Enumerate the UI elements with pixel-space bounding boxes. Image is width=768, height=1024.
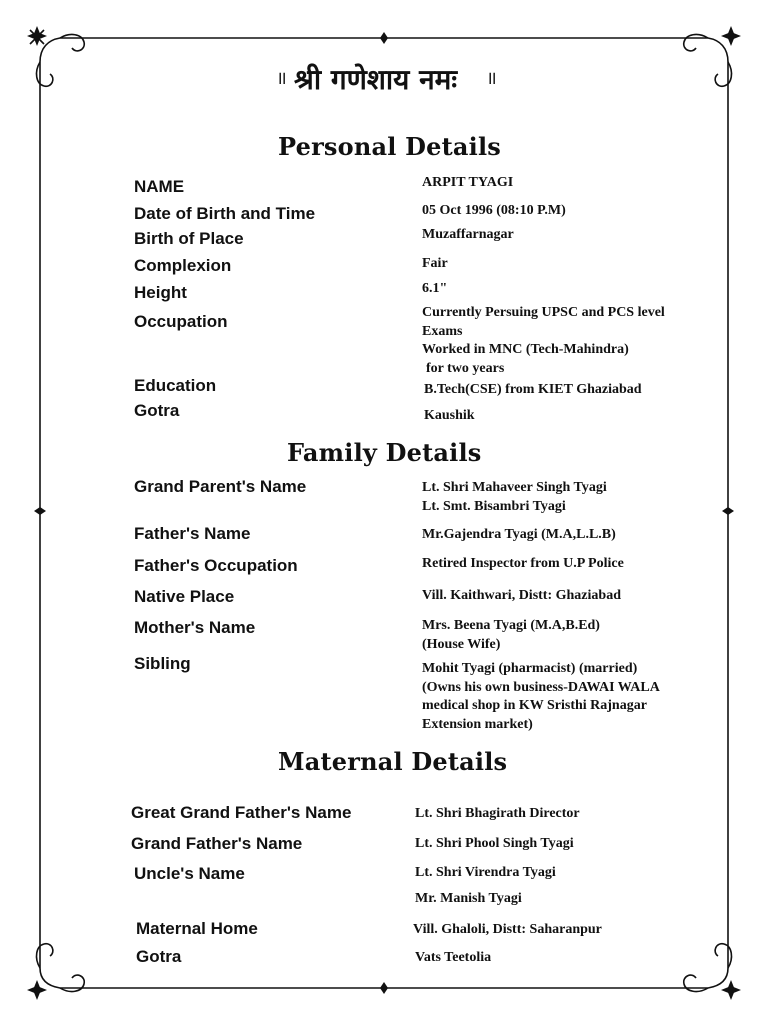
value-native-place: Vill. Kaithwari, Distt: Ghaziabad	[422, 588, 621, 603]
label-grand-father: Grand Father's Name	[131, 834, 303, 853]
value-education: B.Tech(CSE) from KIET Ghaziabad	[424, 382, 642, 397]
label-sibling: Sibling	[134, 654, 191, 673]
value-gotra: Kaushik	[424, 408, 475, 423]
label-dob: Date of Birth and Time	[134, 204, 316, 223]
label-native-place: Native Place	[134, 587, 235, 606]
invocation-right-mark: ॥	[486, 68, 497, 89]
label-father-name: Father's Name	[134, 524, 251, 543]
label-uncle-name: Uncle's Name	[134, 864, 245, 883]
invocation-left-mark: ॥	[276, 68, 287, 89]
label-great-grand-father: Great Grand Father's Name	[131, 803, 352, 822]
value-height: 6.1"	[422, 281, 448, 296]
value-complexion: Fair	[422, 256, 448, 271]
label-grand-parent: Grand Parent's Name	[134, 477, 307, 496]
value-occupation: Currently Persuing UPSC and PCS level Exams Worked in MNC (Tech-Mahindra) for two years	[422, 305, 665, 376]
label-birth-place: Birth of Place	[134, 229, 244, 248]
corner-ornament-top-right	[684, 35, 732, 87]
value-father-occupation: Retired Inspector from U.P Police	[422, 556, 624, 571]
value-name: ARPIT TYAGI	[422, 175, 514, 190]
invocation-text: श्री गणेशाय नमः	[294, 63, 458, 96]
section-heading-maternal: Maternal Details	[278, 747, 508, 776]
value-grand-parent: Lt. Shri Mahaveer Singh Tyagi Lt. Smt. Bisambri Tyagi	[422, 480, 607, 514]
value-great-grand-father: Lt. Shri Bhagirath Director	[415, 806, 580, 821]
value-uncle-name-1: Lt. Shri Virendra Tyagi	[415, 865, 556, 880]
corner-ornament-bottom-right	[684, 944, 732, 992]
value-mother-name: Mrs. Beena Tyagi (M.A,B.Ed) (House Wife)	[422, 618, 600, 652]
label-gotra: Gotra	[134, 401, 180, 420]
value-grand-father: Lt. Shri Phool Singh Tyagi	[415, 836, 574, 851]
label-father-occupation: Father's Occupation	[134, 556, 298, 575]
label-education: Education	[134, 376, 217, 395]
value-dob: 05 Oct 1996 (08:10 P.M)	[422, 203, 566, 218]
value-birth-place: Muzaffarnagar	[422, 227, 514, 242]
value-uncle-name-2: Mr. Manish Tyagi	[415, 891, 522, 906]
value-father-name: Mr.Gajendra Tyagi (M.A,L.L.B)	[422, 527, 616, 542]
value-sibling: Mohit Tyagi (pharmacist) (married) (Owns his own business-DAWAI WALA medical shop in KW Sristhi Rajnagar Extension market)	[422, 661, 660, 732]
value-maternal-gotra: Vats Teetolia	[415, 950, 492, 965]
label-complexion: Complexion	[134, 256, 232, 275]
label-occupation: Occupation	[134, 312, 228, 331]
section-heading-family: Family Details	[287, 438, 482, 467]
corner-ornament-bottom-left	[37, 944, 85, 992]
section-heading-personal: Personal Details	[278, 132, 501, 161]
value-maternal-home: Vill. Ghaloli, Distt: Saharanpur	[413, 922, 602, 937]
label-maternal-home: Maternal Home	[136, 919, 258, 938]
label-mother-name: Mother's Name	[134, 618, 256, 637]
label-maternal-gotra: Gotra	[136, 947, 182, 966]
label-height: Height	[134, 283, 187, 302]
label-name: NAME	[134, 177, 185, 196]
